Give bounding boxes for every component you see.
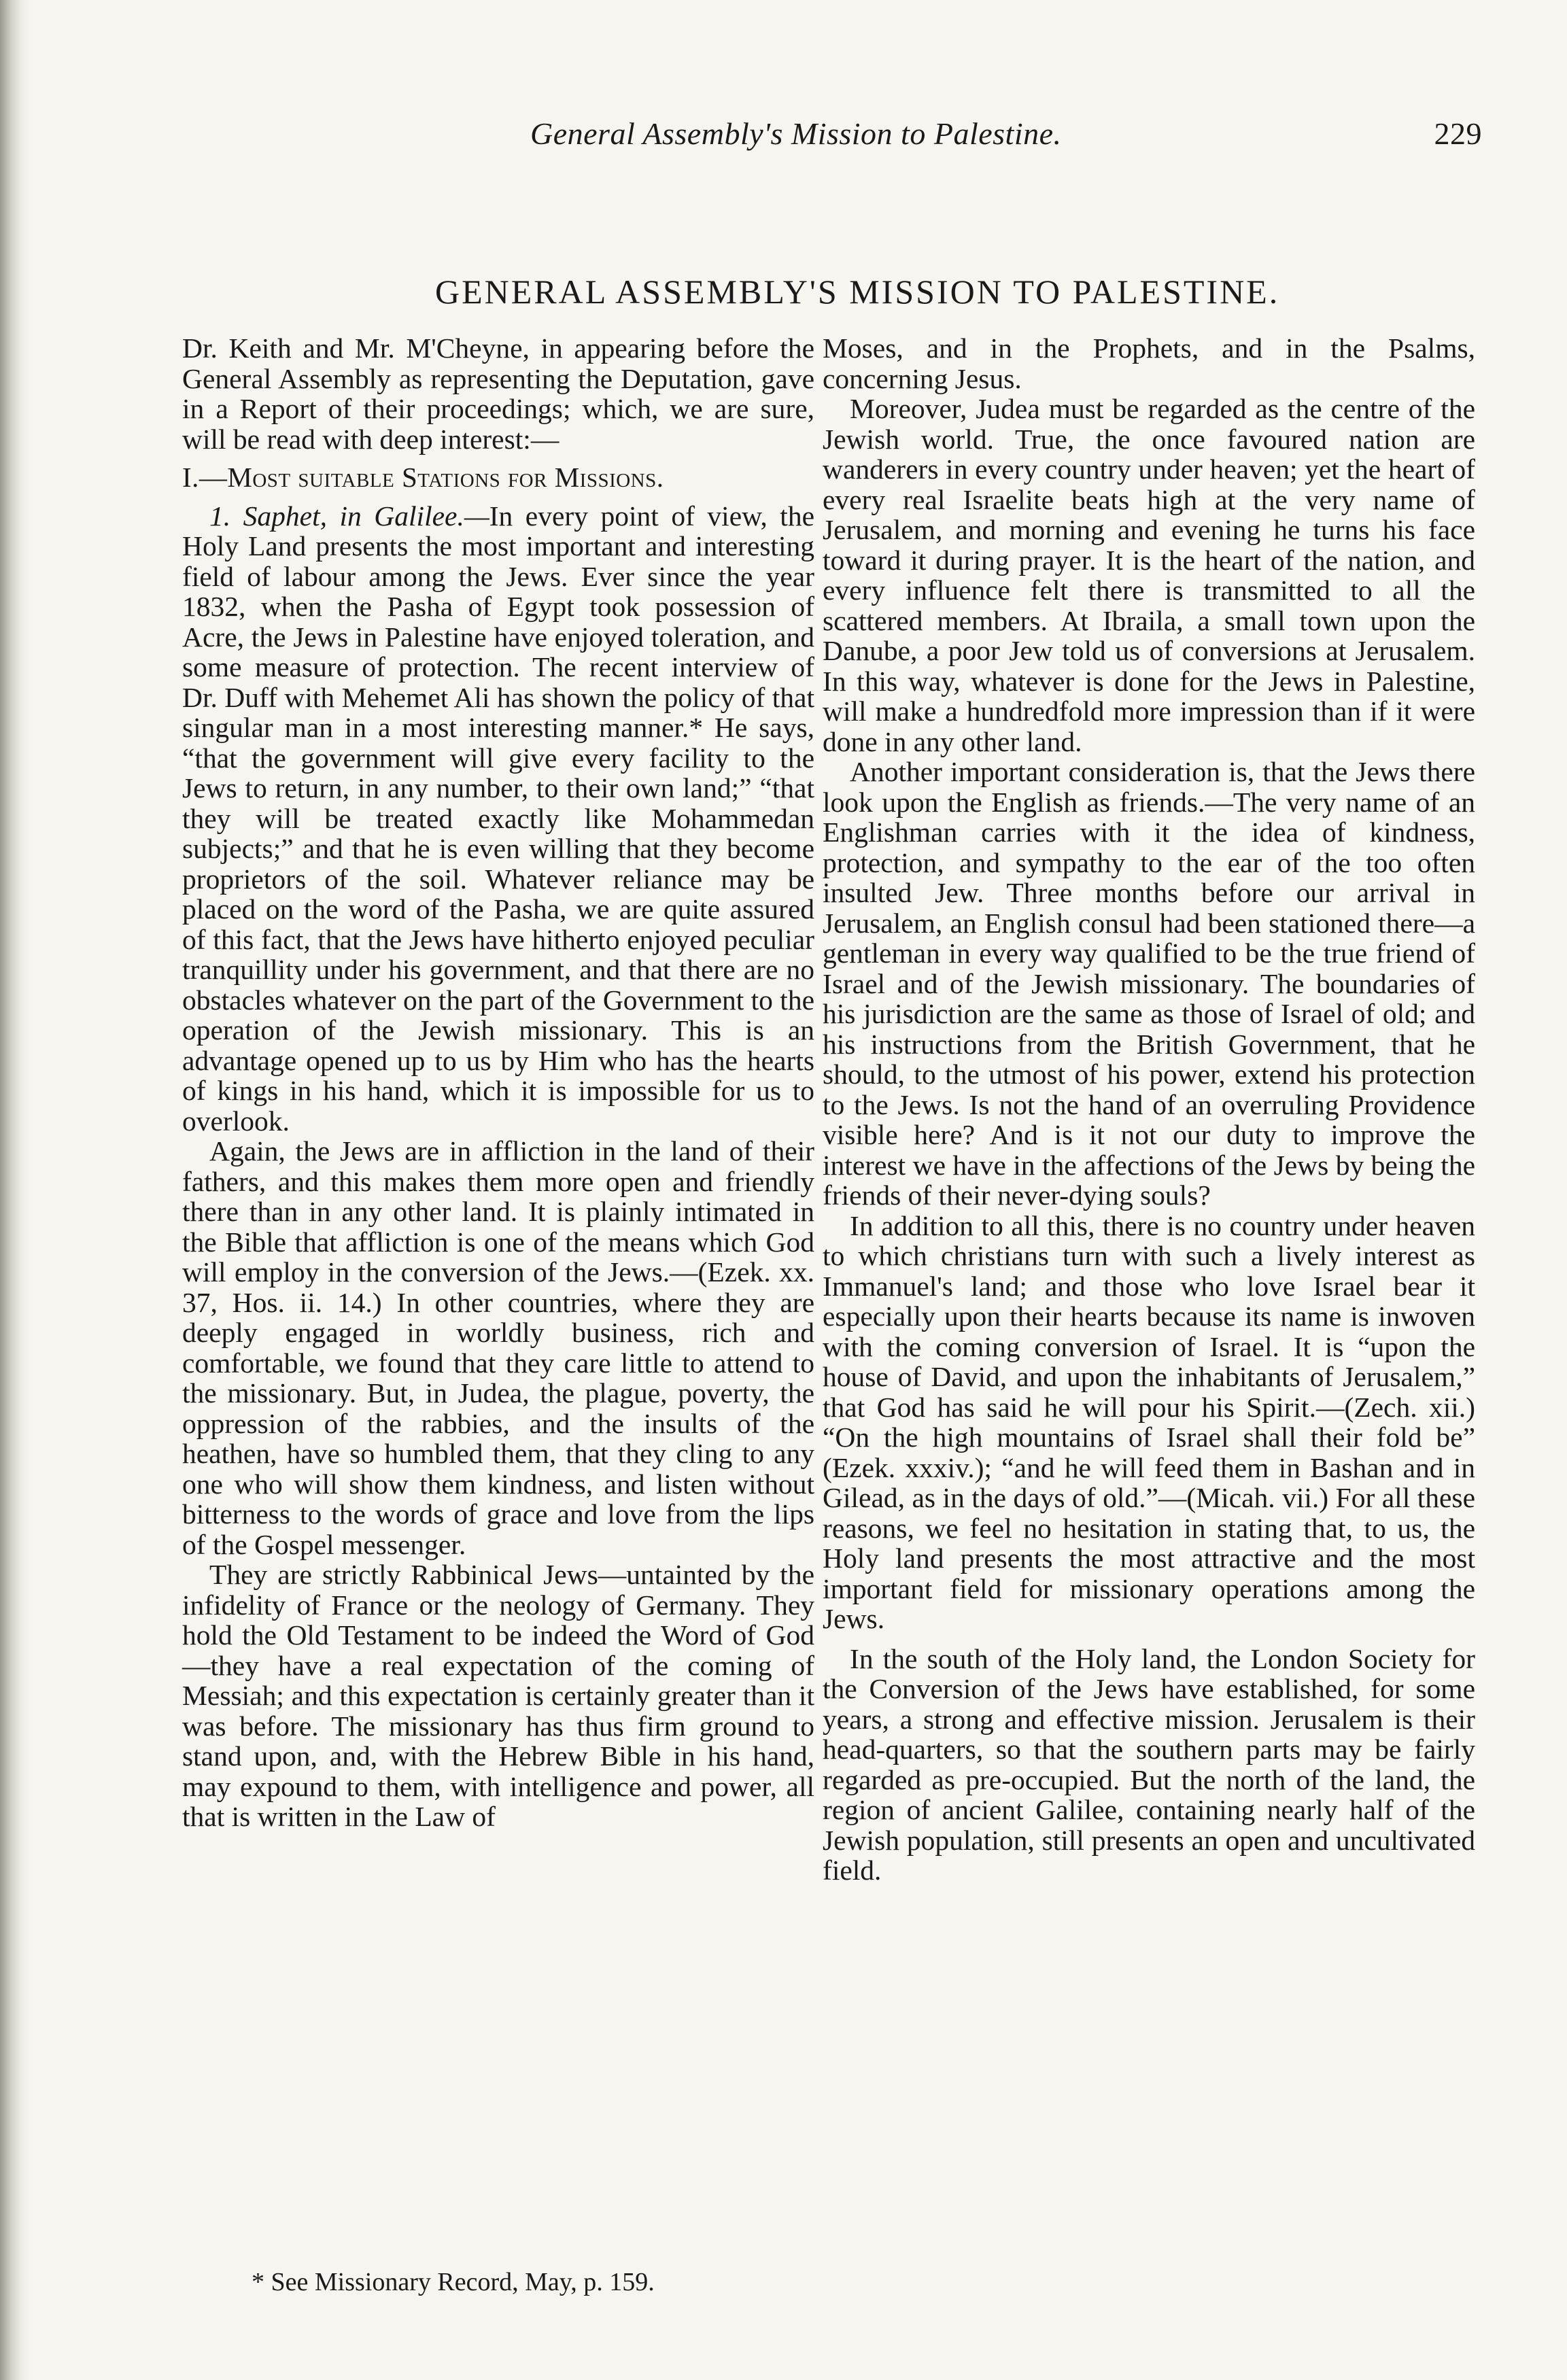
article-title: GENERAL ASSEMBLY'S MISSION TO PALESTINE. bbox=[435, 273, 1280, 311]
body-paragraph: Another important consideration is, that the Jews there look upon the English as friends.—The very name of an Englishman carries with it the idea of kindness, protection, and sympathy to the ear of the too often insulted Jew. Three months before our arrival in Jerusalem, an English consul had been stationed there—a gentleman in every way qualified to be the true friend of Israel and of the Jewish missionary. The boundaries of his jurisdiction are the same as those of Israel of old; and his instructions from the British Government, that he should, to the utmost of his power, extend his protection to the Jews. Is not the hand of an overruling Providence visible here? And is it not our duty to improve the interest we have in the affections of the Jews by being the friends of their never-dying souls? bbox=[823, 756, 1475, 1211]
footnote: * See Missionary Record, May, p. 159. bbox=[252, 2268, 655, 2296]
page-number: 229 bbox=[1434, 116, 1482, 151]
left-column bbox=[182, 333, 814, 1832]
first-body-paragraph bbox=[182, 501, 814, 1137]
body-paragraph: Moses, and in the Prophets, and in the Psalms, concerning Jesus. bbox=[823, 332, 1475, 394]
subsection-heading: 1. Saphet, in Galilee.— bbox=[209, 500, 489, 532]
body-paragraph: Again, the Jews are in affliction in the land of their fathers, and this makes them more open and friendly there than in any other land. It is plainly intimated in the Bible that affliction is one of the means which God will employ in the conversion of the Jews.—(Ezek. xx. 37, Hos. ii. 14.) In other countries, where they are deeply engaged in worldly business, rich and comfortable, we found that they care little to attend to the missionary. But, in Judea, the plague, poverty, the oppression of the rabbies, and the insults of the heathen, have so humbled them, that they cling to any one who will show them kindness, and listen without bitterness to the words of grace and love from the lips of the Gospel messenger. bbox=[182, 1135, 814, 1560]
running-title: General Assembly's Mission to Palestine. bbox=[530, 116, 1062, 151]
body-paragraph: In addition to all this, there is no country under heaven to which christians turn with such a lively interest as Immanuel's land; and those who love Israel bear it especially upon their hearts because its name is inwoven with the coming conversion of Israel. It is “upon the house of David, and upon the inhabitants of Jerusalem,” that God has said he will pour his Spirit.—(Zech. xii.) “On the high mountains of Israel shall their fold be” (Ezek. xxxiv.); “and he will feed them in Bashan and in Gilead, as in the days of old.”—(Micah. vii.) For all these reasons, we feel no hesitation in stating that, to us, the Holy land presents the most attractive and the most important field for missionary operations among the Jews. bbox=[823, 1209, 1475, 1634]
intro-paragraph: Dr. Keith and Mr. M'Cheyne, in appearing before the General Assembly as representing the Deputation, gave in a Report of their proceedings; which, we are sure, will be read with deep interest:— bbox=[182, 332, 814, 455]
right-column bbox=[823, 333, 1475, 1886]
body-paragraph: In the south of the Holy land, the London Society for the Conversion of the Jews have established, for some years, a strong and effective mission. Jerusalem is their head-quarters, so that the southern parts may be fairly regarded as pre-occupied. But the north of the land, the region of ancient Galilee, containing nearly half of the Jewish population, still presents an open and uncultivated field. bbox=[823, 1642, 1475, 1886]
body-paragraph: They are strictly Rabbinical Jews—untainted by the infidelity of France or the neology of Germany. They hold the Old Testament to be indeed the Word of God—they have a real expectation of the coming of Messiah; and this expectation is certainly greater than it was before. The missionary has thus firm ground to stand upon, and, with the Hebrew Bible in his hand, may expound to them, with intelligence and power, all that is written in the Law of bbox=[182, 1559, 814, 1832]
running-header bbox=[530, 116, 1482, 152]
section-heading: I.—Most suitable Stations for Missions. bbox=[182, 462, 664, 493]
body-paragraph: Moreover, Judea must be regarded as the centre of the Jewish world. True, the once favoured nation are wanderers in every country under heaven; yet the heart of every real Israelite beats high at the very name of Jerusalem, and morning and evening he turns his face toward it during prayer. It is the heart of the nation, and every influence felt there is transmitted to all the scattered members. At Ibraila, a small town upon the Danube, a poor Jew told us of conversions at Jerusalem. In this way, whatever is done for the Jews in Palestine, will make a hundredfold more impression than if it were done in any other land. bbox=[823, 393, 1475, 757]
body-paragraph: In every point of view, the Holy Land presents the most important and interesting field of labour among the Jews. Ever since the year 1832, when the Pasha of Egypt took possession of Acre, the Jews in Palestine have enjoyed toleration, and some measure of protection. The recent interview of Dr. Duff with Mehemet Ali has shown the policy of that singular man in a most interesting manner.* He says, “that the government will give every facility to the Jews to return, in any number, to their own land;” “that they will be treated exactly like Mohammedan subjects;” and that he is even willing that they become proprietors of the soil. Whatever reliance may be placed on the word of the Pasha, we are quite assured of this fact, that the Jews have hitherto enjoyed peculiar tranquillity under his government, and that there are no obstacles whatever on the part of the Government to the operation of the Jewish missionary. This is an advantage opened up to us by Him who has the hearts of kings in his hand, which it is impossible for us to overlook. bbox=[182, 500, 814, 1137]
page-binding-edge bbox=[0, 0, 30, 2380]
